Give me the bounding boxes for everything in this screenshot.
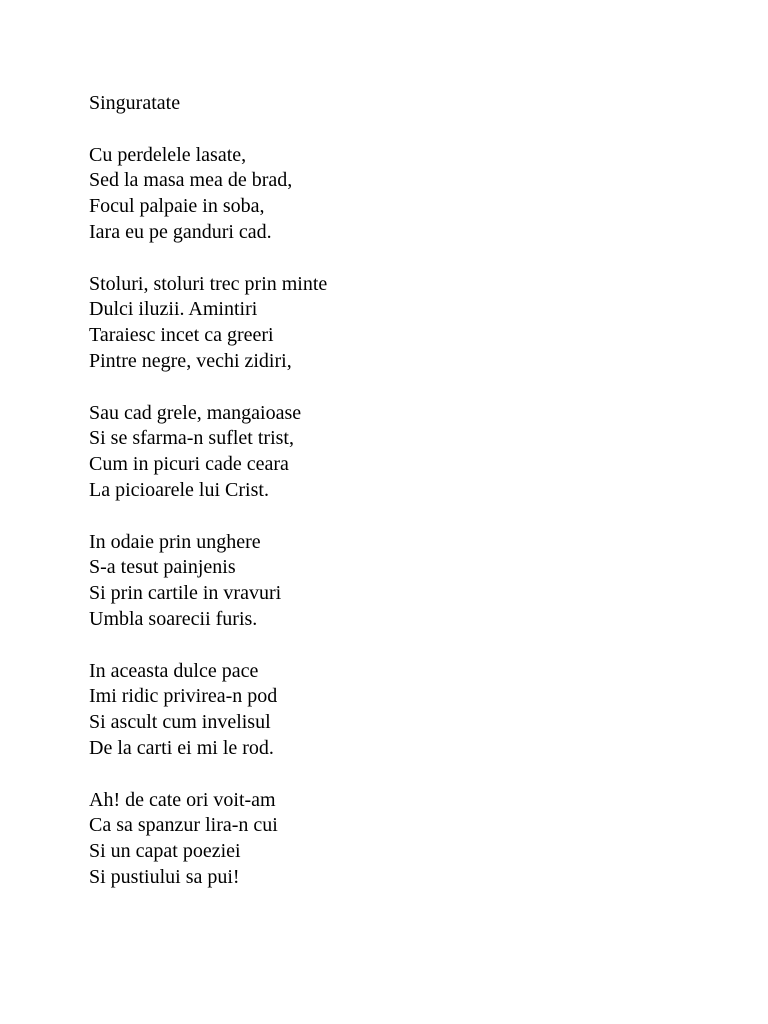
stanza-1 bbox=[89, 143, 689, 246]
poem-line: Umbla soarecii furis. bbox=[89, 607, 258, 630]
poem-line: Taraiesc incet ca greeri bbox=[89, 324, 274, 347]
stanza-6 bbox=[89, 788, 689, 891]
poem-line: Si ascult cum invelisul bbox=[89, 711, 271, 734]
poem-line: Dulci iluzii. Amintiri bbox=[89, 298, 258, 321]
stanza-3 bbox=[89, 401, 689, 504]
poem-line: Si pustiului sa pui! bbox=[89, 865, 240, 888]
poem-line: Ca sa spanzur lira-n cui bbox=[89, 814, 278, 837]
poem-line: Sed la masa mea de brad, bbox=[89, 169, 293, 192]
poem-line: S-a tesut painjenis bbox=[89, 556, 236, 579]
poem bbox=[89, 91, 689, 891]
poem-line: Focul palpaie in soba, bbox=[89, 195, 265, 218]
poem-line: Imi ridic privirea-n pod bbox=[89, 685, 278, 708]
poem-line: In aceasta dulce pace bbox=[89, 659, 259, 682]
poem-line: Cum in picuri cade ceara bbox=[89, 453, 289, 476]
poem-line: Ah! de cate ori voit-am bbox=[89, 788, 276, 811]
poem-title: Singuratate bbox=[89, 92, 181, 114]
poem-line: Si un capat poeziei bbox=[89, 840, 241, 863]
poem-line: Si prin cartile in vravuri bbox=[89, 582, 282, 605]
stanza-5 bbox=[89, 659, 689, 762]
poem-line: Si se sfarma-n suflet trist, bbox=[89, 427, 294, 450]
poem-line: De la carti ei mi le rod. bbox=[89, 736, 274, 759]
stanza-4 bbox=[89, 530, 689, 633]
poem-line: Stoluri, stoluri trec prin minte bbox=[89, 272, 328, 295]
poem-line: In odaie prin unghere bbox=[89, 530, 261, 553]
poem-line: Cu perdelele lasate, bbox=[89, 143, 247, 166]
poem-line: Iara eu pe ganduri cad. bbox=[89, 220, 272, 243]
poem-line: La picioarele lui Crist. bbox=[89, 478, 269, 501]
poem-line: Pintre negre, vechi zidiri, bbox=[89, 349, 292, 372]
stanza-2 bbox=[89, 272, 689, 375]
poem-line: Sau cad grele, mangaioase bbox=[89, 401, 302, 424]
